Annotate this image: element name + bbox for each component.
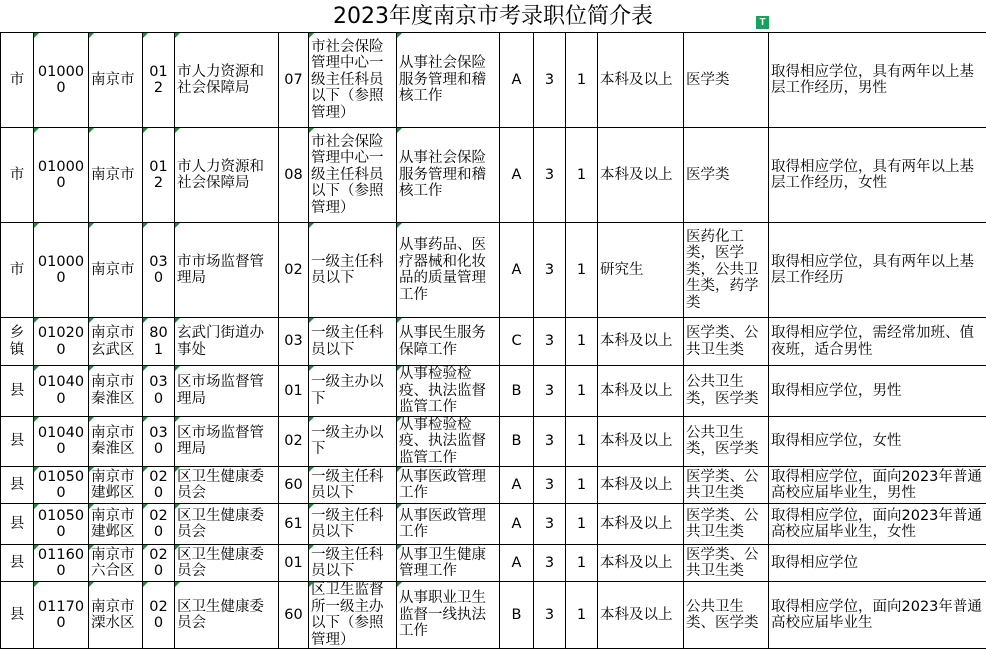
- cell-ratio[interactable]: 3: [534, 467, 566, 504]
- cell-department[interactable]: 玄武门街道办事处: [175, 318, 279, 366]
- cell-education[interactable]: 本科及以上: [598, 366, 684, 417]
- table-row: [1, 128, 986, 223]
- cell-major[interactable]: 医学类、公共卫生类: [684, 504, 769, 545]
- cell-region[interactable]: 南京市建邺区: [89, 504, 143, 545]
- cell-position-code[interactable]: 03: [279, 318, 309, 366]
- cell-unit-code[interactable]: 010400: [34, 416, 89, 467]
- cell-region[interactable]: 南京市: [89, 33, 143, 128]
- cell-position-code[interactable]: 02: [279, 416, 309, 467]
- cell-major[interactable]: 医学类、公共卫生类: [684, 467, 769, 504]
- cell-level[interactable]: 乡镇: [1, 318, 34, 366]
- cell-major[interactable]: 医药化工类，医学类，公共卫生类，药学类: [684, 223, 769, 318]
- cell-unit-code[interactable]: 011700: [34, 582, 89, 649]
- cell-job-description[interactable]: 从事社会保险服务管理和稽核工作: [397, 128, 500, 223]
- cell-education[interactable]: 本科及以上: [598, 318, 684, 366]
- cell-exam-type[interactable]: A: [500, 545, 534, 582]
- cell-position-name[interactable]: 一级主任科员以下: [309, 223, 397, 318]
- cell-position-name[interactable]: 一级主任科员以下: [309, 318, 397, 366]
- cell-job-description[interactable]: 从事职业卫生监督一线执法工作: [397, 582, 500, 649]
- cell-exam-type[interactable]: A: [500, 33, 534, 128]
- cell-job-description[interactable]: 从事民生服务保障工作: [397, 318, 500, 366]
- cell-education[interactable]: 本科及以上: [598, 504, 684, 545]
- cell-major[interactable]: 公共卫生类，医学类: [684, 366, 769, 417]
- cell-education[interactable]: 本科及以上: [598, 33, 684, 128]
- cell-unit-code[interactable]: 010000: [34, 128, 89, 223]
- cell-ratio[interactable]: 3: [534, 545, 566, 582]
- table-row: [1, 504, 986, 545]
- cell-level[interactable]: 县: [1, 504, 34, 545]
- cell-position-code[interactable]: 60: [279, 582, 309, 649]
- cell-education[interactable]: 本科及以上: [598, 582, 684, 649]
- cell-region[interactable]: 南京市六合区: [89, 545, 143, 582]
- cell-headcount[interactable]: 1: [566, 582, 598, 649]
- cell-region[interactable]: 南京市秦淮区: [89, 366, 143, 417]
- cell-unit-code[interactable]: 010200: [34, 318, 89, 366]
- cell-dept-code[interactable]: 012: [143, 128, 175, 223]
- cell-major[interactable]: 医学类: [684, 128, 769, 223]
- cell-headcount[interactable]: 1: [566, 545, 598, 582]
- cell-position-code[interactable]: 60: [279, 467, 309, 504]
- cell-education[interactable]: 本科及以上: [598, 416, 684, 467]
- positions-table: [0, 32, 986, 649]
- cell-position-name[interactable]: 一级主办以下: [309, 366, 397, 417]
- cell-other-requirements[interactable]: 取得相应学位，面向2023年普通高校应届毕业生，女性: [769, 504, 986, 545]
- cell-exam-type[interactable]: B: [500, 366, 534, 417]
- cell-department[interactable]: 市人力资源和社会保障局: [175, 33, 279, 128]
- cell-unit-code[interactable]: 010500: [34, 467, 89, 504]
- cell-position-name[interactable]: 一级主办以下: [309, 416, 397, 467]
- table-row: [1, 467, 986, 504]
- cell-dept-code[interactable]: 030: [143, 416, 175, 467]
- table-row: [1, 416, 986, 467]
- table-row: [1, 223, 986, 318]
- cell-major[interactable]: 公共卫生类、医学类: [684, 582, 769, 649]
- cell-level[interactable]: 市: [1, 128, 34, 223]
- cell-dept-code[interactable]: 030: [143, 223, 175, 318]
- cell-major[interactable]: 公共卫生类，医学类: [684, 416, 769, 467]
- cell-job-description[interactable]: 从事卫生健康管理工作: [397, 545, 500, 582]
- cell-position-code[interactable]: 61: [279, 504, 309, 545]
- cell-other-requirements[interactable]: 取得相应学位，具有两年以上基层工作经历，男性: [769, 33, 986, 128]
- cell-dept-code[interactable]: 020: [143, 504, 175, 545]
- cell-exam-type[interactable]: B: [500, 416, 534, 467]
- cell-region[interactable]: 南京市玄武区: [89, 318, 143, 366]
- cell-other-requirements[interactable]: 取得相应学位，女性: [769, 416, 986, 467]
- cell-job-description[interactable]: 从事检验检疫、执法监督监管工作: [397, 416, 500, 467]
- cell-unit-code[interactable]: 010000: [34, 223, 89, 318]
- cell-position-name[interactable]: 区卫生监督所一级主办以下（参照管理）: [309, 582, 397, 649]
- cell-dept-code[interactable]: 020: [143, 545, 175, 582]
- cell-headcount[interactable]: 1: [566, 223, 598, 318]
- cell-headcount[interactable]: 1: [566, 318, 598, 366]
- cell-position-name[interactable]: 市社会保险管理中心一级主任科员以下（参照管理）: [309, 128, 397, 223]
- cell-department[interactable]: 区卫生健康委员会: [175, 467, 279, 504]
- table-row: [1, 366, 986, 417]
- filter-icon[interactable]: T: [756, 16, 769, 29]
- cell-ratio[interactable]: 3: [534, 33, 566, 128]
- table-row: [1, 582, 986, 649]
- cell-education[interactable]: 本科及以上: [598, 467, 684, 504]
- cell-major[interactable]: 医学类、公共卫生类: [684, 545, 769, 582]
- cell-job-description[interactable]: 从事医政管理工作: [397, 504, 500, 545]
- cell-dept-code[interactable]: 020: [143, 582, 175, 649]
- cell-department[interactable]: 区卫生健康委员会: [175, 582, 279, 649]
- cell-headcount[interactable]: 1: [566, 366, 598, 417]
- cell-department[interactable]: 区市场监督管理局: [175, 366, 279, 417]
- cell-position-code[interactable]: 07: [279, 33, 309, 128]
- cell-department[interactable]: 区市场监督管理局: [175, 416, 279, 467]
- cell-unit-code[interactable]: 010400: [34, 366, 89, 417]
- cell-ratio[interactable]: 3: [534, 416, 566, 467]
- cell-position-name[interactable]: 市社会保险管理中心一级主任科员以下（参照管理）: [309, 33, 397, 128]
- cell-education[interactable]: 研究生: [598, 223, 684, 318]
- cell-headcount[interactable]: 1: [566, 416, 598, 467]
- cell-ratio[interactable]: 3: [534, 223, 566, 318]
- cell-ratio[interactable]: 3: [534, 366, 566, 417]
- cell-unit-code[interactable]: 010000: [34, 33, 89, 128]
- cell-level[interactable]: 县: [1, 366, 34, 417]
- cell-other-requirements[interactable]: 取得相应学位，面向2023年普通高校应届毕业生: [769, 582, 986, 649]
- cell-major[interactable]: 医学类: [684, 33, 769, 128]
- cell-ratio[interactable]: 3: [534, 318, 566, 366]
- cell-headcount[interactable]: 1: [566, 33, 598, 128]
- cell-position-code[interactable]: 02: [279, 223, 309, 318]
- cell-headcount[interactable]: 1: [566, 128, 598, 223]
- cell-level[interactable]: 县: [1, 582, 34, 649]
- cell-other-requirements[interactable]: 取得相应学位: [769, 545, 986, 582]
- table-row: [1, 318, 986, 366]
- cell-department[interactable]: 市市场监督管理局: [175, 223, 279, 318]
- cell-exam-type[interactable]: A: [500, 467, 534, 504]
- cell-department[interactable]: 区卫生健康委员会: [175, 545, 279, 582]
- cell-dept-code[interactable]: 030: [143, 366, 175, 417]
- cell-exam-type[interactable]: C: [500, 318, 534, 366]
- cell-ratio[interactable]: 3: [534, 128, 566, 223]
- cell-position-name[interactable]: 一级主任科员以下: [309, 504, 397, 545]
- cell-dept-code[interactable]: 012: [143, 33, 175, 128]
- table-row: [1, 33, 986, 128]
- cell-headcount[interactable]: 1: [566, 467, 598, 504]
- cell-other-requirements[interactable]: 取得相应学位，具有两年以上基层工作经历: [769, 223, 986, 318]
- cell-region[interactable]: 南京市: [89, 223, 143, 318]
- cell-education[interactable]: 本科及以上: [598, 545, 684, 582]
- cell-other-requirements[interactable]: 取得相应学位，具有两年以上基层工作经历，女性: [769, 128, 986, 223]
- cell-job-description[interactable]: 从事检验检疫、执法监督监管工作: [397, 366, 500, 417]
- cell-level[interactable]: 县: [1, 416, 34, 467]
- cell-exam-type[interactable]: A: [500, 504, 534, 545]
- page-title: 2023年度南京市考录职位简介表: [333, 4, 653, 29]
- cell-position-code[interactable]: 01: [279, 545, 309, 582]
- cell-region[interactable]: 南京市建邺区: [89, 467, 143, 504]
- cell-ratio[interactable]: 3: [534, 582, 566, 649]
- cell-position-name[interactable]: 一级主任科员以下: [309, 467, 397, 504]
- cell-ratio[interactable]: 3: [534, 504, 566, 545]
- cell-major[interactable]: 医学类、公共卫生类: [684, 318, 769, 366]
- cell-other-requirements[interactable]: 取得相应学位，男性: [769, 366, 986, 417]
- cell-education[interactable]: 本科及以上: [598, 128, 684, 223]
- cell-region[interactable]: 南京市秦淮区: [89, 416, 143, 467]
- cell-position-code[interactable]: 08: [279, 128, 309, 223]
- cell-dept-code[interactable]: 020: [143, 467, 175, 504]
- cell-region[interactable]: 南京市: [89, 128, 143, 223]
- cell-job-description[interactable]: 从事药品、医疗器械和化妆品的质量管理工作: [397, 223, 500, 318]
- cell-exam-type[interactable]: B: [500, 582, 534, 649]
- cell-other-requirements[interactable]: 取得相应学位，需经常加班、值夜班，适合男性: [769, 318, 986, 366]
- cell-department[interactable]: 区卫生健康委员会: [175, 504, 279, 545]
- cell-headcount[interactable]: 1: [566, 504, 598, 545]
- cell-exam-type[interactable]: A: [500, 128, 534, 223]
- cell-unit-code[interactable]: 010500: [34, 504, 89, 545]
- cell-level[interactable]: 县: [1, 545, 34, 582]
- cell-position-name[interactable]: 一级主任科员以下: [309, 545, 397, 582]
- cell-level[interactable]: 县: [1, 467, 34, 504]
- cell-region[interactable]: 南京市溧水区: [89, 582, 143, 649]
- cell-department[interactable]: 市人力资源和社会保障局: [175, 128, 279, 223]
- cell-level[interactable]: 市: [1, 223, 34, 318]
- cell-dept-code[interactable]: 801: [143, 318, 175, 366]
- cell-exam-type[interactable]: A: [500, 223, 534, 318]
- cell-level[interactable]: 市: [1, 33, 34, 128]
- cell-other-requirements[interactable]: 取得相应学位，面向2023年普通高校应届毕业生，男性: [769, 467, 986, 504]
- cell-position-code[interactable]: 01: [279, 366, 309, 417]
- cell-job-description[interactable]: 从事社会保险服务管理和稽核工作: [397, 33, 500, 128]
- cell-job-description[interactable]: 从事医政管理工作: [397, 467, 500, 504]
- table-row: [1, 545, 986, 582]
- cell-unit-code[interactable]: 011600: [34, 545, 89, 582]
